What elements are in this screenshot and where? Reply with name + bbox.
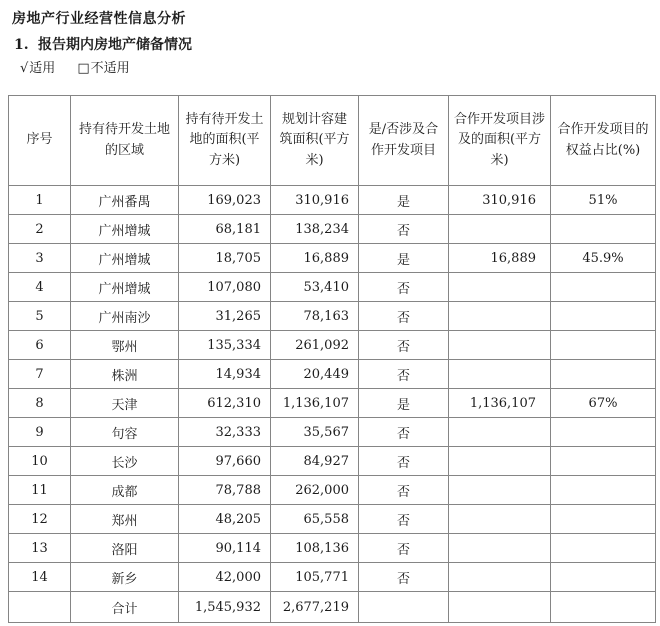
cell: 洛阳 bbox=[71, 534, 179, 563]
applicable-option bbox=[20, 61, 55, 76]
cell bbox=[449, 360, 551, 389]
cell bbox=[449, 331, 551, 360]
table-row bbox=[9, 476, 656, 505]
column-header: 持有待开发土地的区域 bbox=[71, 96, 179, 186]
cell: 6 bbox=[9, 331, 71, 360]
cell: 广州增城 bbox=[71, 244, 179, 273]
cell bbox=[449, 563, 551, 592]
cell: 68,181 bbox=[179, 215, 271, 244]
cell bbox=[551, 563, 656, 592]
cell bbox=[359, 592, 449, 623]
cell: 108,136 bbox=[271, 534, 359, 563]
cell: 16,889 bbox=[449, 244, 551, 273]
cell: 广州番禺 bbox=[71, 186, 179, 215]
cell bbox=[551, 447, 656, 476]
cell: 天津 bbox=[71, 389, 179, 418]
cell: 是 bbox=[359, 244, 449, 273]
cell: 广州南沙 bbox=[71, 302, 179, 331]
cell: 广州增城 bbox=[71, 273, 179, 302]
table-row bbox=[9, 302, 656, 331]
cell: 45.9% bbox=[551, 244, 656, 273]
cell: 51% bbox=[551, 186, 656, 215]
applicability-row bbox=[20, 57, 130, 76]
table-row bbox=[9, 447, 656, 476]
cell: 105,771 bbox=[271, 563, 359, 592]
cell: 16,889 bbox=[271, 244, 359, 273]
cell bbox=[449, 505, 551, 534]
table-row bbox=[9, 389, 656, 418]
cell: 18,705 bbox=[179, 244, 271, 273]
cell bbox=[449, 302, 551, 331]
cell: 否 bbox=[359, 302, 449, 331]
table-row bbox=[9, 418, 656, 447]
cell: 否 bbox=[359, 273, 449, 302]
cell: 135,334 bbox=[179, 331, 271, 360]
section-title: 报告期内房地产储备情况 bbox=[38, 37, 192, 53]
cell: 广州增城 bbox=[71, 215, 179, 244]
cell: 否 bbox=[359, 476, 449, 505]
cell: 20,449 bbox=[271, 360, 359, 389]
section-number: 1. bbox=[14, 37, 29, 53]
not-applicable-label: 不适用 bbox=[90, 61, 130, 76]
cell: 262,000 bbox=[271, 476, 359, 505]
cell: 否 bbox=[359, 563, 449, 592]
cell: 42,000 bbox=[179, 563, 271, 592]
cell bbox=[449, 273, 551, 302]
cell: 11 bbox=[9, 476, 71, 505]
section-heading bbox=[14, 34, 192, 54]
cell: 31,265 bbox=[179, 302, 271, 331]
cell bbox=[551, 215, 656, 244]
table-row bbox=[9, 505, 656, 534]
cell: 是 bbox=[359, 186, 449, 215]
column-header: 合作开发项目的权益占比(%) bbox=[551, 96, 656, 186]
table-row bbox=[9, 244, 656, 273]
cell: 138,234 bbox=[271, 215, 359, 244]
cell bbox=[449, 418, 551, 447]
cell: 310,916 bbox=[449, 186, 551, 215]
cell: 新乡 bbox=[71, 563, 179, 592]
cell bbox=[551, 360, 656, 389]
cell bbox=[551, 534, 656, 563]
cell: 65,558 bbox=[271, 505, 359, 534]
cell: 合计 bbox=[71, 592, 179, 623]
table-row bbox=[9, 273, 656, 302]
cell: 12 bbox=[9, 505, 71, 534]
page-title: 房地产行业经营性信息分析 bbox=[12, 11, 186, 27]
cell: 35,567 bbox=[271, 418, 359, 447]
cell: 78,163 bbox=[271, 302, 359, 331]
cell: 14,934 bbox=[179, 360, 271, 389]
cell bbox=[551, 331, 656, 360]
cell: 否 bbox=[359, 418, 449, 447]
column-header: 规划计容建筑面积(平方米) bbox=[271, 96, 359, 186]
cell bbox=[551, 592, 656, 623]
column-header: 是/否涉及合作开发项目 bbox=[359, 96, 449, 186]
cell: 否 bbox=[359, 534, 449, 563]
cell bbox=[449, 534, 551, 563]
column-header: 合作开发项目涉及的面积(平方米) bbox=[449, 96, 551, 186]
table-row bbox=[9, 331, 656, 360]
column-header: 持有待开发土地的面积(平方米) bbox=[179, 96, 271, 186]
cell: 3 bbox=[9, 244, 71, 273]
cell: 7 bbox=[9, 360, 71, 389]
cell: 否 bbox=[359, 331, 449, 360]
empty-checkbox-icon: □ bbox=[77, 61, 90, 76]
cell: 48,205 bbox=[179, 505, 271, 534]
cell: 67% bbox=[551, 389, 656, 418]
cell: 否 bbox=[359, 215, 449, 244]
table-row bbox=[9, 215, 656, 244]
column-header: 序号 bbox=[9, 96, 71, 186]
cell: 1,136,107 bbox=[449, 389, 551, 418]
land-reserve-table bbox=[8, 95, 656, 623]
cell: 84,927 bbox=[271, 447, 359, 476]
table-row bbox=[9, 360, 656, 389]
cell: 78,788 bbox=[179, 476, 271, 505]
applicable-label: 适用 bbox=[29, 61, 56, 76]
cell: 5 bbox=[9, 302, 71, 331]
table-row bbox=[9, 534, 656, 563]
cell bbox=[551, 273, 656, 302]
cell bbox=[9, 592, 71, 623]
table-row bbox=[9, 563, 656, 592]
cell bbox=[449, 447, 551, 476]
cell: 株洲 bbox=[71, 360, 179, 389]
cell bbox=[551, 476, 656, 505]
cell: 107,080 bbox=[179, 273, 271, 302]
cell: 169,023 bbox=[179, 186, 271, 215]
cell: 否 bbox=[359, 447, 449, 476]
cell: 53,410 bbox=[271, 273, 359, 302]
table-header-row bbox=[9, 96, 656, 186]
not-applicable-option bbox=[77, 61, 129, 76]
cell: 310,916 bbox=[271, 186, 359, 215]
cell: 成都 bbox=[71, 476, 179, 505]
cell: 句容 bbox=[71, 418, 179, 447]
cell bbox=[551, 302, 656, 331]
cell: 4 bbox=[9, 273, 71, 302]
cell: 2 bbox=[9, 215, 71, 244]
cell: 10 bbox=[9, 447, 71, 476]
table-row bbox=[9, 186, 656, 215]
cell: 90,114 bbox=[179, 534, 271, 563]
cell bbox=[551, 505, 656, 534]
cell bbox=[449, 215, 551, 244]
check-mark-icon: √ bbox=[20, 61, 29, 76]
cell: 鄂州 bbox=[71, 331, 179, 360]
cell: 9 bbox=[9, 418, 71, 447]
cell: 8 bbox=[9, 389, 71, 418]
cell: 是 bbox=[359, 389, 449, 418]
table-row bbox=[9, 592, 656, 623]
cell: 2,677,219 bbox=[271, 592, 359, 623]
cell: 13 bbox=[9, 534, 71, 563]
cell: 261,092 bbox=[271, 331, 359, 360]
cell: 97,660 bbox=[179, 447, 271, 476]
cell: 1 bbox=[9, 186, 71, 215]
cell: 612,310 bbox=[179, 389, 271, 418]
cell bbox=[551, 418, 656, 447]
cell: 长沙 bbox=[71, 447, 179, 476]
cell: 郑州 bbox=[71, 505, 179, 534]
cell bbox=[449, 476, 551, 505]
cell bbox=[449, 592, 551, 623]
cell: 14 bbox=[9, 563, 71, 592]
cell: 1,545,932 bbox=[179, 592, 271, 623]
cell: 1,136,107 bbox=[271, 389, 359, 418]
cell: 否 bbox=[359, 505, 449, 534]
cell: 否 bbox=[359, 360, 449, 389]
cell: 32,333 bbox=[179, 418, 271, 447]
